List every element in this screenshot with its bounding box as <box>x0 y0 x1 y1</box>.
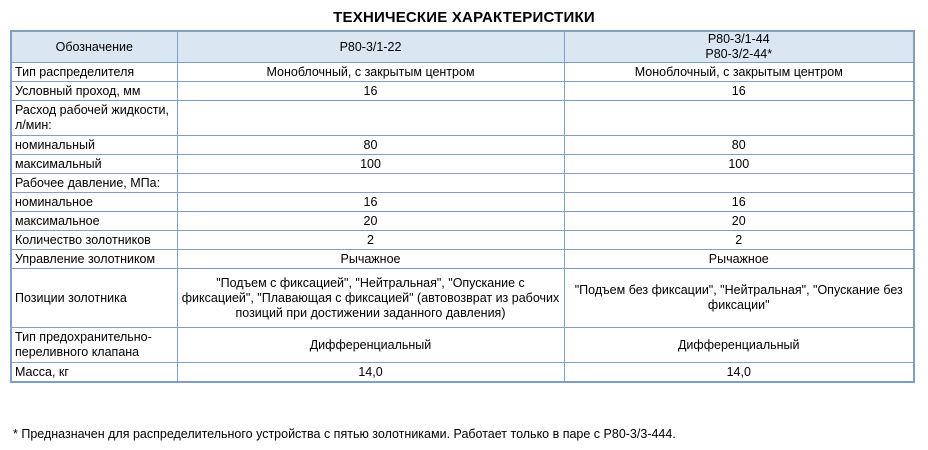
row-label: Тип предохранительно-переливного клапана <box>11 328 177 363</box>
row-label: Расход рабочей жидкости, л/мин: <box>11 101 177 136</box>
row-value-1 <box>177 101 564 136</box>
row-value-1: 100 <box>177 155 564 174</box>
table-row <box>11 363 914 383</box>
row-value-1: 16 <box>177 193 564 212</box>
row-value-2: 20 <box>564 212 914 231</box>
row-label: Позиции золотника <box>11 269 177 328</box>
row-value-2: "Подъем без фиксации", "Нейтральная", "Опускание без фиксации" <box>564 269 914 328</box>
header-model-1: Р80-3/1-22 <box>177 31 564 63</box>
row-value-1: 80 <box>177 136 564 155</box>
row-value-1: "Подъем с фиксацией", "Нейтральная", "Опускание с фиксацией", "Плавающая с фиксацией" (автовозврат из рабочих позиций при достижении заданного давления) <box>177 269 564 328</box>
row-label: Управление золотником <box>11 250 177 269</box>
row-value-1: 14,0 <box>177 363 564 383</box>
header-model-2-line2: Р80-3/2-44* <box>705 47 773 61</box>
page-title: ТЕХНИЧЕСКИЕ ХАРАКТЕРИСТИКИ <box>333 9 595 26</box>
row-label: Тип распределителя <box>11 63 177 82</box>
table-row <box>11 269 914 328</box>
table-row <box>11 328 914 363</box>
header-model-2-line1: Р80-3/1-44 <box>707 32 770 46</box>
row-value-2 <box>564 101 914 136</box>
row-label: максимальный <box>11 155 177 174</box>
row-label: Рабочее давление, МПа: <box>11 174 177 193</box>
row-value-1 <box>177 174 564 193</box>
table-row <box>11 174 914 193</box>
footnote: * Предназначен для распределительного устройства с пятью золотниками. Работает только в паре с Р80-3/3-444. <box>13 427 676 441</box>
table-row <box>11 136 914 155</box>
table-row <box>11 63 914 82</box>
row-value-1: Моноблочный, с закрытым центром <box>177 63 564 82</box>
row-label: номинальный <box>11 136 177 155</box>
row-value-2: 16 <box>564 82 914 101</box>
row-value-2: 16 <box>564 193 914 212</box>
row-value-2 <box>564 174 914 193</box>
table-row <box>11 231 914 250</box>
table-row <box>11 101 914 136</box>
row-value-2: 2 <box>564 231 914 250</box>
row-label: номинальное <box>11 193 177 212</box>
table-row <box>11 212 914 231</box>
row-value-1: Дифференциальный <box>177 328 564 363</box>
row-value-1: 16 <box>177 82 564 101</box>
row-label: максимальное <box>11 212 177 231</box>
table-row <box>11 155 914 174</box>
row-value-2: Моноблочный, с закрытым центром <box>564 63 914 82</box>
header-label: Обозначение <box>11 31 177 63</box>
header-model-2 <box>564 31 914 63</box>
row-label: Количество золотников <box>11 231 177 250</box>
header-row <box>11 31 914 63</box>
spec-table <box>10 30 915 383</box>
row-value-2: Рычажное <box>564 250 914 269</box>
row-value-2: Дифференциальный <box>564 328 914 363</box>
row-value-1: 2 <box>177 231 564 250</box>
row-value-1: 20 <box>177 212 564 231</box>
table-row <box>11 193 914 212</box>
row-value-2: 14,0 <box>564 363 914 383</box>
row-label: Условный проход, мм <box>11 82 177 101</box>
row-value-1: Рычажное <box>177 250 564 269</box>
table-row <box>11 250 914 269</box>
row-value-2: 100 <box>564 155 914 174</box>
table-row <box>11 82 914 101</box>
row-value-2: 80 <box>564 136 914 155</box>
row-label: Масса, кг <box>11 363 177 383</box>
